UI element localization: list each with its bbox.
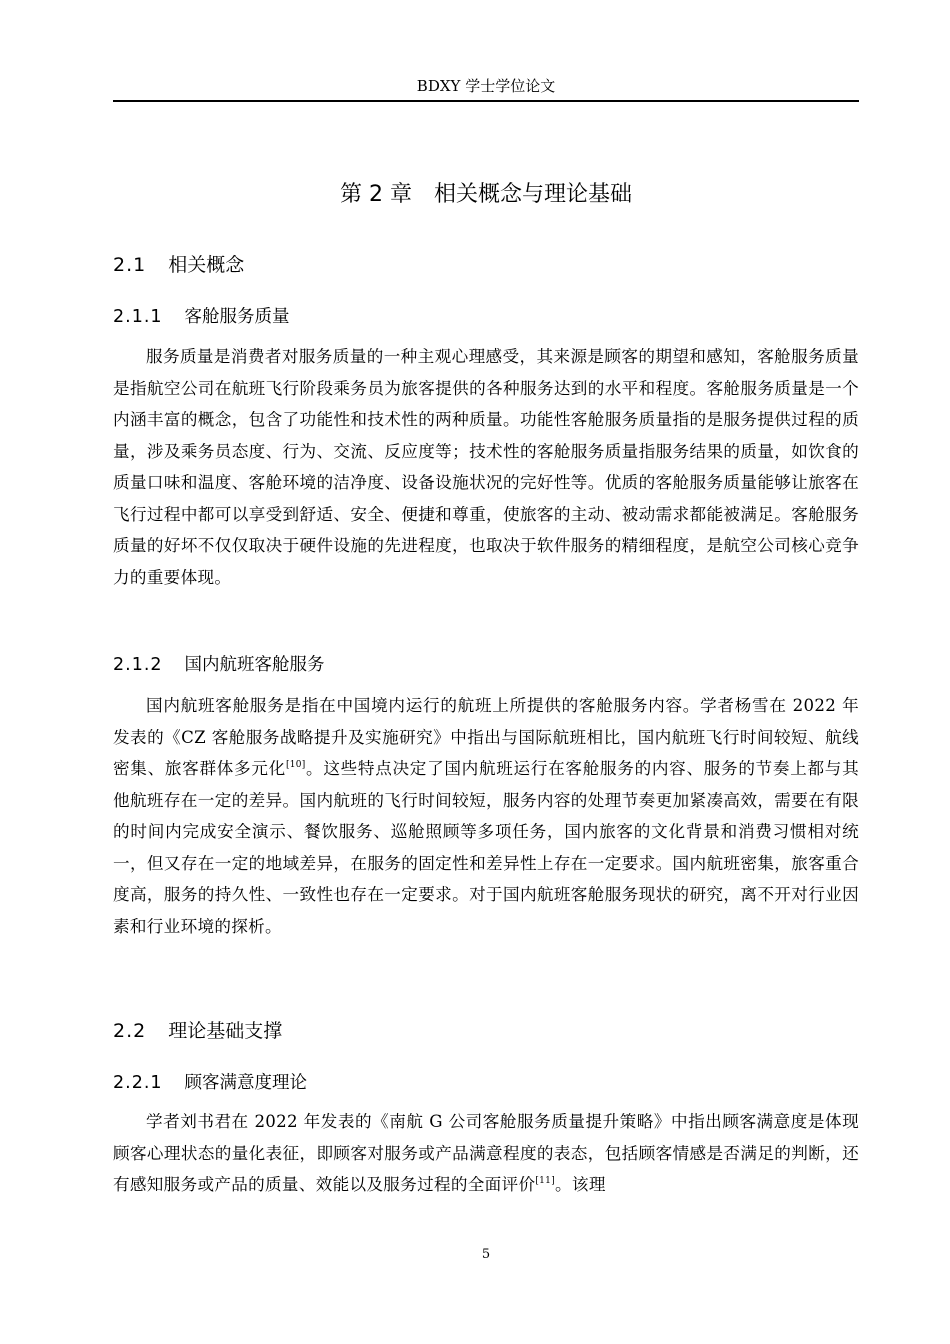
subsection-title: 客舱服务质量 <box>184 307 290 327</box>
header-rule <box>113 100 859 102</box>
subsection-number: 2.1.2 <box>113 655 163 675</box>
subsection-title: 国内航班客舱服务 <box>184 655 325 675</box>
section-title: 相关概念 <box>168 254 245 276</box>
subsection-number: 2.2.1 <box>113 1073 163 1093</box>
paragraph-text: 国内航班客舱服务是指在中国境内运行的航班上所提供的客舱服务内容。学者杨雪在 2022 年发表的《CZ 客舱服务战略提升及实施研究》中指出与国际航班相比，国内航班飞行时间较短、航线密集、旅客群体多元化 <box>113 696 859 778</box>
body-paragraph: 服务质量是消费者对服务质量的一种主观心理感受，其来源是顾客的期望和感知，客舱服务质量是指航空公司在航班飞行阶段乘务员为旅客提供的各种服务达到的水平和程度。客舱服务质量是一个内涵丰富的概念，包含了功能性和技术性的两种质量。功能性客舱服务质量指的是服务提供过程的质量，涉及乘务员态度、行为、交流、反应度等；技术性的客舱服务质量指服务结果的质量，如饮食的质量口味和温度、客舱环境的洁净度、设备设施状况的完好性等。优质的客舱服务质量能够让旅客在飞行过程中都可以享受到舒适、安全、便捷和尊重，使旅客的主动、被动需求都能被满足。客舱服务质量的好坏不仅仅取决于硬件设施的先进程度，也取决于软件服务的精细程度，是航空公司核心竞争力的重要体现。 <box>113 347 859 587</box>
chapter-number: 第 2 章 <box>340 182 412 207</box>
page-number: 5 <box>481 1247 491 1262</box>
paragraph-text: 。这些特点决定了国内航班运行在客舱服务的内容、服务的节奏上都与其他航班存在一定的差异。国内航班的飞行时间较短，服务内容的处理节奏更加紧凑高效，需要在有限的时间内完成安全演示、餐饮服务、巡舱照顾等多项任务，国内旅客的文化背景和消费习惯相对统一，但又存在一定的地域差异，在服务的固定性和差异性上存在一定要求。国内航班密集，旅客重合度高，服务的持久性、一致性也存在一定要求。对于国内航班客舱服务现状的研究，离不开对行业因素和行业环境的探析。 <box>113 759 859 936</box>
chapter-title <box>113 178 859 212</box>
paragraph-text: 。该理 <box>555 1175 606 1194</box>
section-number: 2.2 <box>113 1020 147 1042</box>
chapter-title-text: 相关概念与理论基础 <box>433 182 632 207</box>
citation-marker[interactable]: [10] <box>285 760 306 770</box>
running-header: BDXY 学士学位论文 <box>416 77 556 95</box>
subsection-number: 2.1.1 <box>113 307 163 327</box>
body-paragraph <box>113 1106 859 1201</box>
citation-marker[interactable]: [11] <box>535 1176 556 1186</box>
subsection-title: 顾客满意度理论 <box>184 1073 308 1093</box>
subsection-heading <box>113 304 290 330</box>
subsection-heading <box>113 652 325 678</box>
body-paragraph <box>113 690 859 942</box>
section-title: 理论基础支撑 <box>168 1020 283 1042</box>
subsection-heading <box>113 1070 307 1096</box>
section-heading <box>113 1017 282 1045</box>
section-heading <box>113 251 244 279</box>
paragraph-text: 学者刘书君在 2022 年发表的《南航 G 公司客舱服务质量提升策略》中指出顾客满意度是体现顾客心理状态的量化表征，即顾客对服务或产品满意程度的表态，包括顾客情感是否满足的判断，还有感知服务或产品的质量、效能以及服务过程的全面评价 <box>113 1112 859 1194</box>
section-number: 2.1 <box>113 254 147 276</box>
